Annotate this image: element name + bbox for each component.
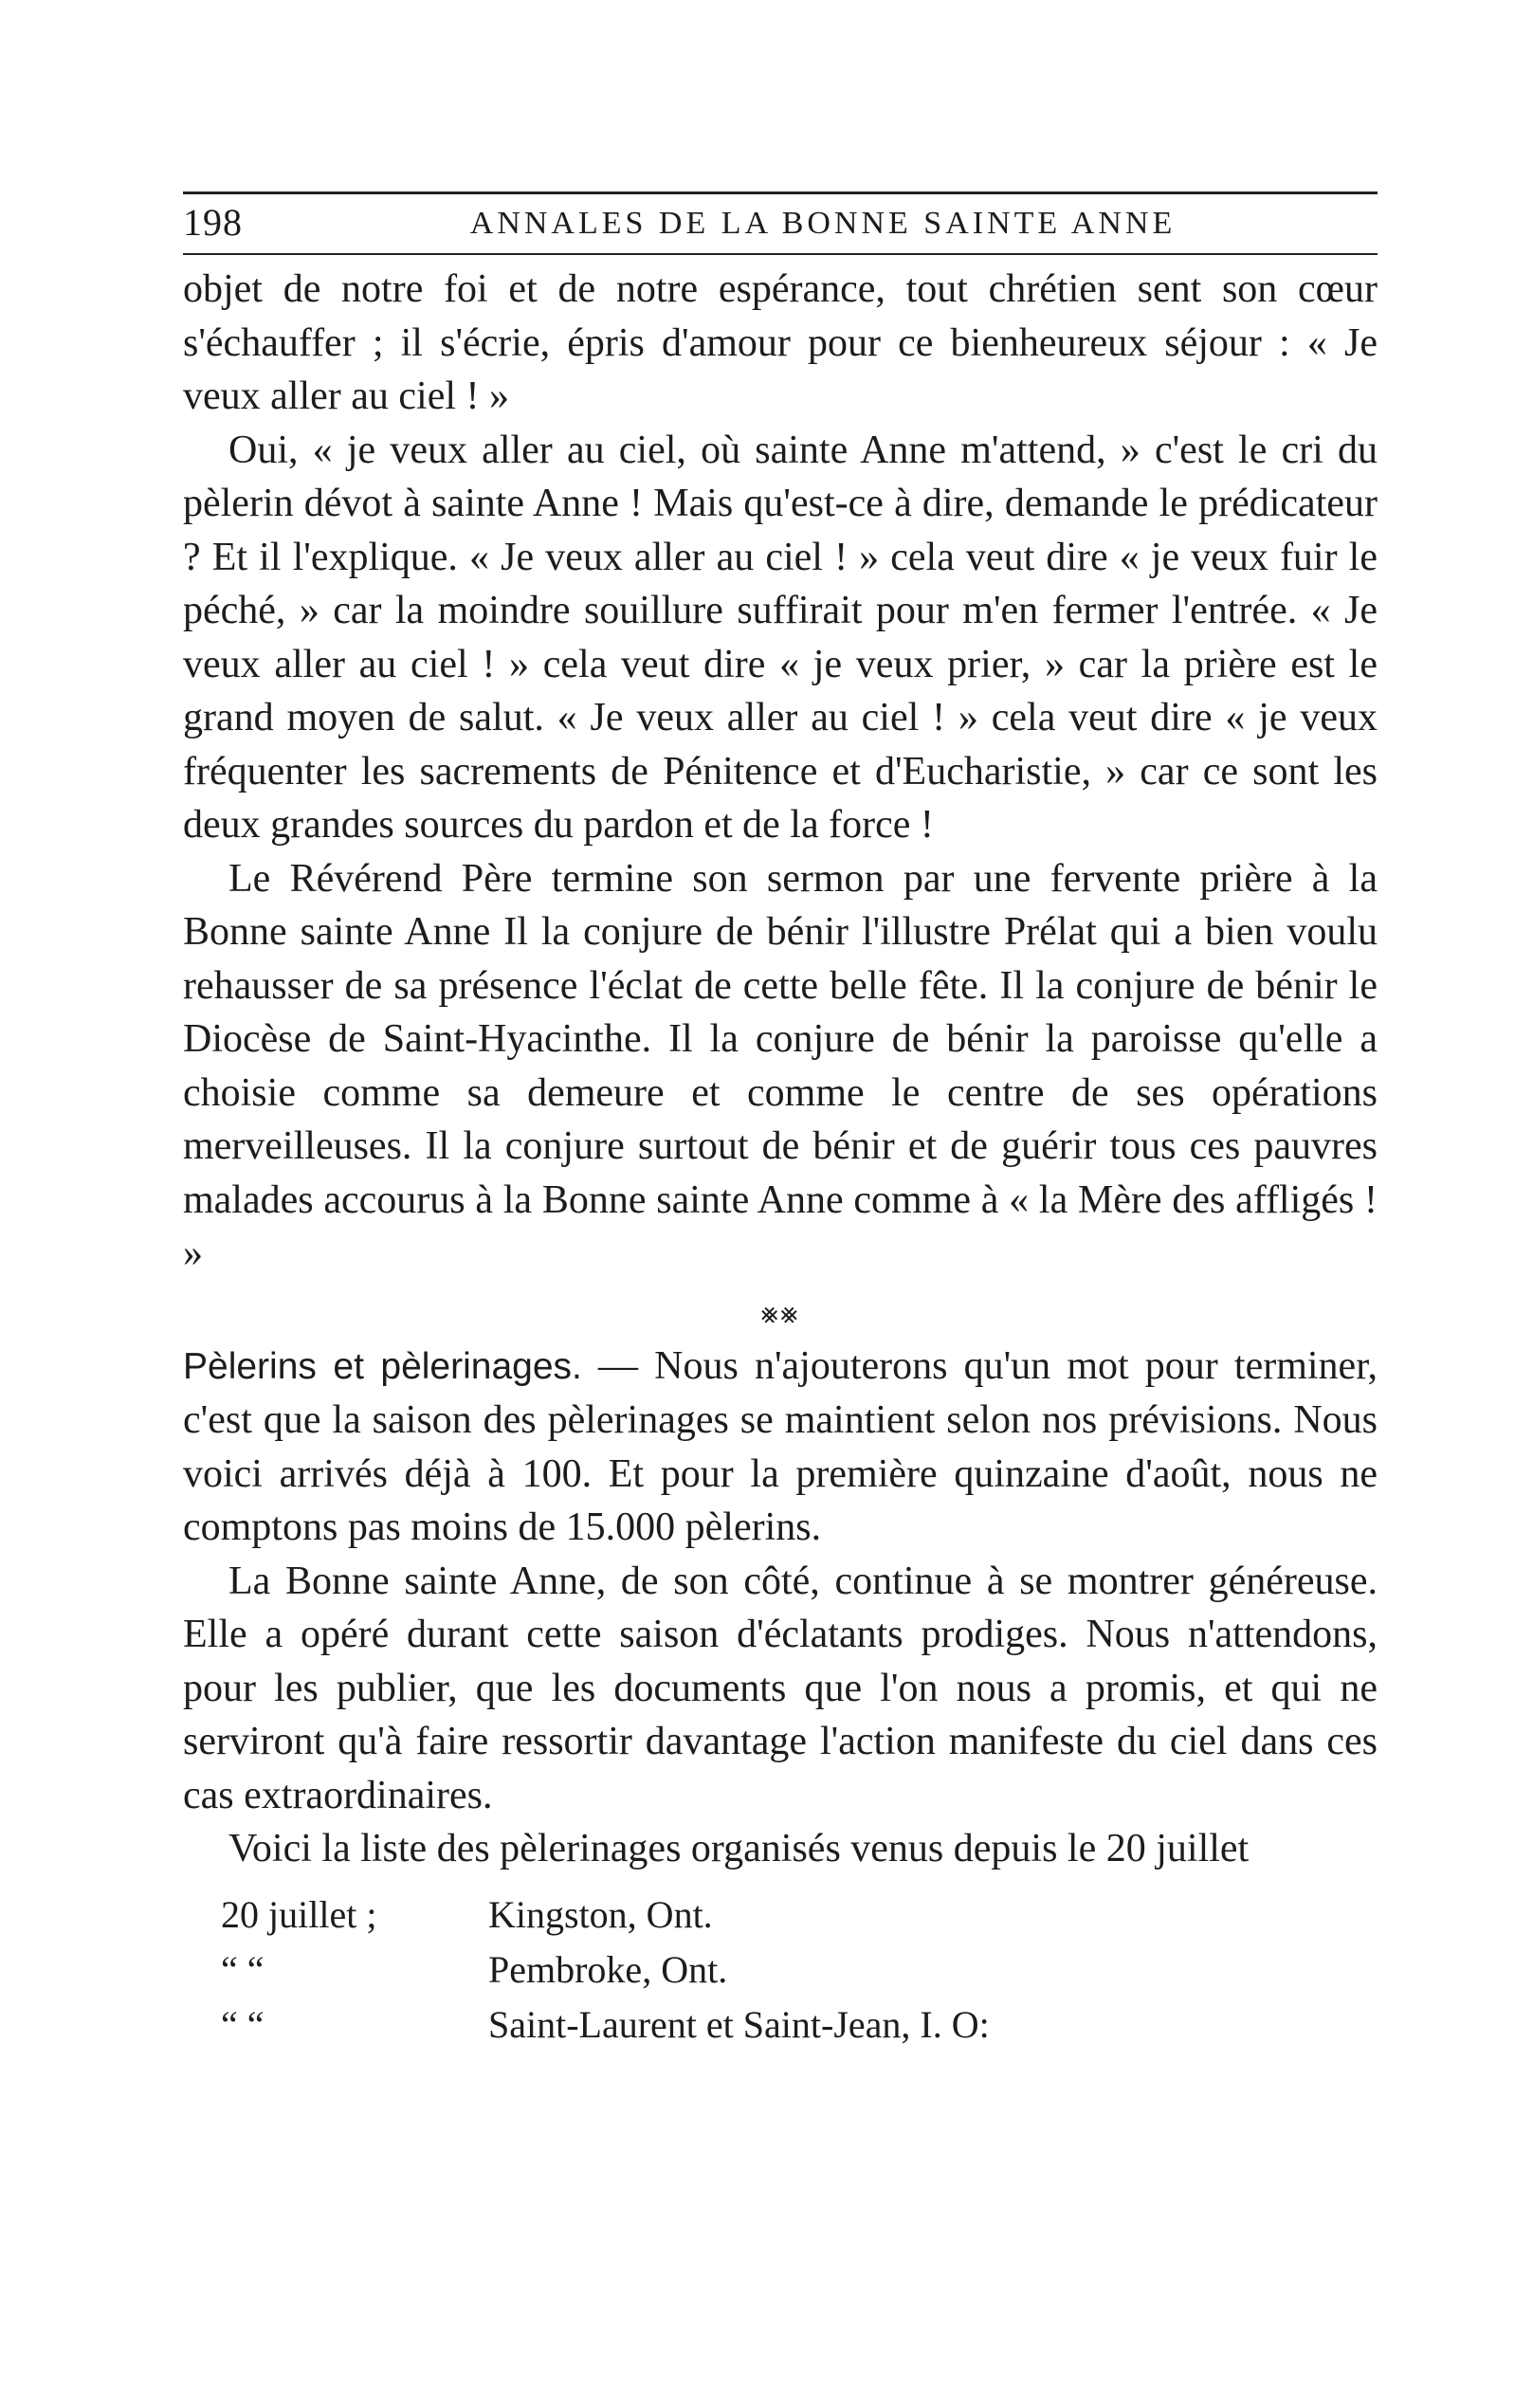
list-item: [183, 1888, 1378, 1943]
page: [183, 180, 1378, 2052]
running-header: [183, 192, 1378, 255]
pilgrimage-date: 20 juillet ;: [221, 1892, 377, 1936]
pilgrimage-date: “ “: [221, 2002, 265, 2046]
paragraph: La Bonne sainte Anne, de son côté, continue à se montrer généreuse. Elle a opéré durant cette saison d'éclatants prodiges. Nous n'attendons, pour les publier, que les documents que l'on nous a promis, et qui ne serviront qu'à faire ressortir davantage l'action manifeste du ciel dans ces cas extraordinaires.: [183, 1559, 1378, 1817]
paragraph: Le Révérend Père termine son sermon par une fervente prière à la Bonne sainte Anne Il la conjure de bénir l'illustre Prélat qui a bien voulu rehausser de sa présence l'éclat de cette belle fête. Il la conjure de bénir le Diocèse de Saint-Hyacinthe. Il la conjure de bénir la paroisse qu'elle a choisie comme sa demeure et comme le centre de ses opérations merveilleuses. Il la conjure surtout de bénir et de guérir tous ces pauvres malades accourus à la Bonne sainte Anne comme à « la Mère des affligés ! »: [183, 856, 1378, 1275]
section-paragraph: [183, 1340, 1378, 1555]
section-ornament: ⨳⨳: [760, 1297, 800, 1329]
paragraph: objet de notre foi et de notre espérance, tout chrétien sent son cœur s'échauffer ; il s'écrie, épris d'amour pour ce bienheureux séjour : « Je veux aller au ciel ! »: [183, 267, 1378, 418]
paragraph: Voici la liste des pèlerinages organisés venus depuis le 20 juillet: [228, 1827, 1250, 1870]
pilgrimage-place: Kingston, Ont.: [488, 1892, 713, 1936]
page-number: 198: [183, 201, 243, 244]
paragraph: Oui, « je veux aller au ciel, où sainte Anne m'attend, » c'est le cri du pèlerin dévot à sainte Anne ! Mais qu'est-ce à dire, demande le prédicateur ? Et il l'explique. « Je veux aller au ciel ! » cela veut dire « je veux fuir le péché, » car la moindre souillure suffirait pour m'en fermer l'entrée. « Je veux aller au ciel ! » cela veut dire « je veux prier, » car la prière est le grand moyen de salut. « Je veux aller au ciel ! » cela veut dire « je veux fréquenter les sacrements de Pénitence et d'Eucharistie, » car ce sont les deux grandes sources du pardon et de la force !: [183, 428, 1378, 847]
pilgrimage-place: Pembroke, Ont.: [488, 1947, 728, 1991]
section-heading: Pèlerins et pèlerinages.: [183, 1345, 582, 1387]
list-item: [183, 1943, 1378, 1998]
article-body: [183, 263, 1378, 1876]
section-text: — Nous n'ajouterons qu'un mot pour terminer, c'est que la saison des pèlerinages se maintient selon nos prévisions. Nous voici arrivés déjà à 100. Et pour la première quinzaine d'août, nous ne comptons pas moins de 15.000 pèlerins.: [183, 1343, 1378, 1549]
running-title: ANNALES DE LA BONNE SAINTE ANNE: [469, 206, 1177, 241]
pilgrimage-list: [183, 1888, 1378, 2052]
pilgrimage-place: Saint-Laurent et Saint-Jean, I. O:: [488, 2002, 990, 2046]
list-item: [183, 1998, 1378, 2052]
pilgrimage-date: “ “: [221, 1947, 265, 1991]
